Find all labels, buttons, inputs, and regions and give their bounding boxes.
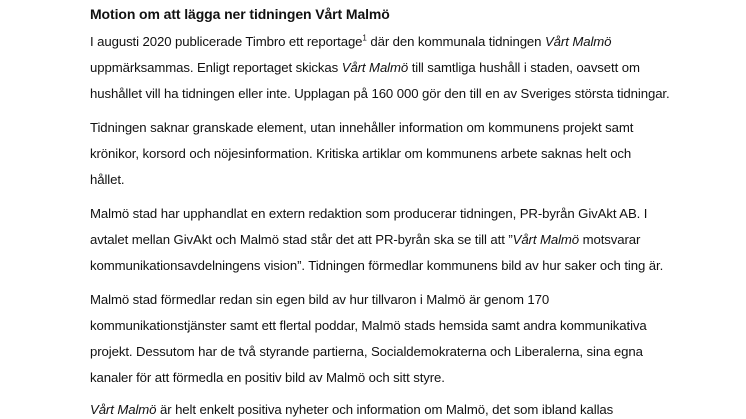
- paragraph-line: [90, 120, 633, 135]
- paragraph-line: [90, 402, 613, 417]
- text-run: hushållet vill ha tidningen eller inte. Upplagan på 160 000 gör den till en av Sveriges största tidningar.: [90, 86, 670, 101]
- document-title: Motion om att lägga ner tidningen Vårt Malmö: [90, 6, 390, 22]
- text-run: är helt enkelt positiva nyheter och information om Malmö, det som ibland kallas: [156, 402, 614, 417]
- text-run: Tidningen saknar granskade element, utan innehåller information om kommunens projekt samt: [90, 120, 634, 135]
- paragraph-line: [90, 232, 640, 247]
- text-run: kommunikationstjänster samt ett flertal poddar, Malmö stads hemsida samt andra kommunikativa: [90, 318, 647, 333]
- text-run: uppmärksammas. Enligt reportaget skickas: [90, 60, 342, 75]
- paragraph-line: [90, 34, 611, 49]
- paragraph-line: [90, 172, 125, 187]
- italic-run: Vårt Malmö: [341, 60, 409, 75]
- text-run: krönikor, korsord och nöjesinformation. Kritiska artiklar om kommunens arbete saknas helt och: [90, 146, 632, 161]
- text-run: kommunikationsavdelningens vision”. Tidningen förmedlar kommunens bild av hur saker och ting är.: [90, 258, 664, 273]
- paragraph-line: [90, 344, 643, 359]
- paragraph-line: [90, 86, 670, 101]
- text-run: projekt. Dessutom har de två styrande partierna, Socialdemokraterna och Liberalerna, sina egna: [90, 344, 643, 359]
- italic-run: Vårt Malmö: [90, 402, 157, 417]
- paragraph-line: [90, 318, 647, 333]
- paragraph-line: [90, 146, 631, 161]
- text-run: kanaler för att förmedla en positiv bild av Malmö och sitt styre.: [90, 370, 445, 385]
- text-run: Malmö stad har upphandlat en extern redaktion som producerar tidningen, PR-byrån GivAkt AB. I: [90, 206, 648, 221]
- text-run: till samtliga hushåll i staden, oavsett om: [408, 60, 640, 75]
- text-run: där den kommunala tidningen: [366, 34, 545, 49]
- text-run: avtalet mellan GivAkt och Malmö stad står det att PR-byrån ska se till att ”: [90, 232, 513, 247]
- italic-run: Vårt Malmö: [544, 34, 612, 49]
- paragraph-line: [90, 206, 647, 221]
- footnote-ref: 1: [362, 33, 367, 43]
- text-run: I augusti 2020 publicerade Timbro ett reportage: [90, 34, 363, 49]
- italic-run: Vårt Malmö: [512, 232, 580, 247]
- paragraph-line: [90, 60, 640, 75]
- text-run: Malmö stad förmedlar redan sin egen bild av hur tillvaron i Malmö är genom 170: [90, 292, 550, 307]
- paragraph-line: [90, 292, 549, 307]
- text-run: motsvarar: [579, 232, 641, 247]
- text-run: hållet.: [90, 172, 125, 187]
- paragraph-line: [90, 258, 663, 273]
- paragraph-line: [90, 370, 445, 385]
